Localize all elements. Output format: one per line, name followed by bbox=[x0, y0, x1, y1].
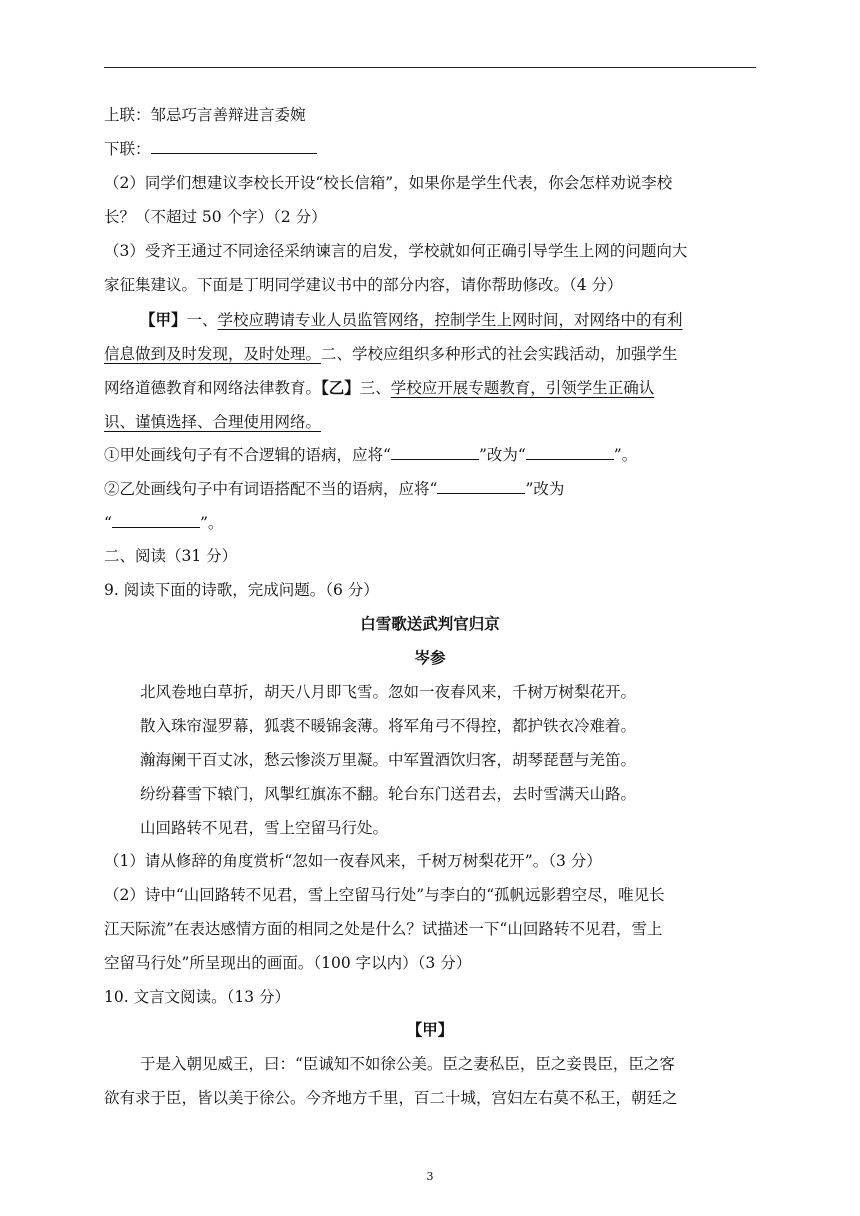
seg2-plain: 二、学校应组织多种形式的社会实践活动，加强学生 bbox=[321, 345, 678, 363]
subq1 bbox=[104, 444, 637, 466]
q10-para-line2: 欲有求于臣，皆以美于徐公。今齐地方千里，百二十城，宫妇左右莫不私王，朝廷之 bbox=[104, 1089, 678, 1107]
seg3-plain: 网络道德教育和网络法律教育。 bbox=[104, 379, 322, 397]
q10-heading: 10. 文言文阅读。（13 分） bbox=[104, 988, 290, 1006]
q8-2-line2: 长？（不超过 50 个字）（2 分） bbox=[104, 208, 327, 226]
poem-line-5: 山回路转不见君，雪上空留马行处。 bbox=[140, 819, 389, 837]
q8-2-line1: （2）同学们想建议李校长开设“校长信箱”，如果你是学生代表，你会怎样劝说李校 bbox=[104, 174, 673, 192]
q10-jia-title: 【甲】 bbox=[406, 1020, 454, 1039]
q9-sub1: （1）请从修辞的角度赏析“忽如一夜春风来，千树万树梨花开”。（3 分） bbox=[104, 852, 602, 870]
seg1-plain: 一、 bbox=[186, 311, 218, 329]
q8-3-line2: 家征集建议。下面是丁明同学建议书中的部分内容，请你帮助修改。（4 分） bbox=[104, 276, 623, 294]
section2-heading: 二、阅读（31 分） bbox=[104, 547, 238, 565]
couplet-lower bbox=[104, 138, 317, 160]
poem-author: 岑参 bbox=[414, 648, 446, 667]
seg4-underlined: 识、谨慎选择、合理使用网络。 bbox=[104, 413, 322, 431]
subq1-c: ”。 bbox=[613, 446, 638, 464]
subq1-blank-to[interactable] bbox=[526, 444, 614, 460]
lower-answer-blank[interactable] bbox=[151, 138, 317, 154]
header-rule bbox=[104, 67, 756, 68]
page-number: 3 bbox=[426, 1170, 434, 1183]
q9-sub2-line2: 江天际流”在表达感情方面的相同之处是什么？试描述一下“山回路转不见君，雪上 bbox=[104, 920, 663, 938]
poem-line-4: 纷纷暮雪下辕门，风掣红旗冻不翻。轮台东门送君去，去时雪满天山路。 bbox=[140, 785, 637, 803]
yi-tag: 【乙】 bbox=[321, 378, 360, 397]
upper-text: 邹忌巧言善辩进言委婉 bbox=[150, 106, 306, 124]
subq1-a: ①甲处画线句子有不合逻辑的语病，应将“ bbox=[104, 446, 391, 464]
seg3-plain2: 三、 bbox=[359, 379, 391, 397]
proposal-line2 bbox=[104, 343, 678, 365]
couplet-upper bbox=[104, 104, 306, 126]
subq2-a: ②乙处画线句子中有词语搭配不当的语病，应将“ bbox=[104, 480, 438, 498]
subq2-open: “ bbox=[104, 514, 112, 532]
q8-3-line1: （3）受齐王通过不同途径采纳谏言的启发，学校就如何正确引导学生上网的问题向大 bbox=[104, 242, 688, 260]
subq2-blank-to[interactable] bbox=[112, 512, 200, 528]
q10-para-line1: 于是入朝见威王，曰：“臣诚知不如徐公美。臣之妻私臣，臣之妾畏臣，臣之客 bbox=[140, 1055, 675, 1073]
seg1-underlined: 学校应聘请专业人员监管网络，控制学生上网时间，对网络中的有利 bbox=[217, 311, 683, 329]
subq1-b: ”改为“ bbox=[478, 446, 526, 464]
poem-title: 白雪歌送武判官归京 bbox=[360, 614, 500, 633]
proposal-line1 bbox=[140, 309, 683, 331]
proposal-line3 bbox=[104, 377, 654, 399]
subq2-blank-from[interactable] bbox=[437, 478, 525, 494]
poem-line-1: 北风卷地白草折，胡天八月即飞雪。忽如一夜春风来，千树万树梨花开。 bbox=[140, 683, 637, 701]
proposal-line4 bbox=[104, 411, 321, 433]
subq2-b: ”改为 bbox=[525, 480, 565, 498]
subq2-cont bbox=[104, 512, 223, 534]
subq2 bbox=[104, 478, 564, 500]
seg3-underlined: 学校应开展专题教育，引领学生正确认 bbox=[390, 379, 655, 397]
seg2-underlined: 信息做到及时发现，及时处理。 bbox=[104, 345, 322, 363]
subq2-close: ”。 bbox=[199, 514, 224, 532]
q9-sub2-line1: （2）诗中“山回路转不见君，雪上空留马行处”与李白的“孤帆远影碧空尽，唯见长 bbox=[104, 886, 665, 904]
upper-label: 上联： bbox=[104, 106, 151, 124]
q9-heading: 9. 阅读下面的诗歌，完成问题。（6 分） bbox=[104, 581, 379, 599]
poem-line-3: 瀚海阑干百丈冰，愁云惨淡万里凝。中军置酒饮归客，胡琴琵琶与羌笛。 bbox=[140, 751, 637, 769]
jia-tag: 【甲】 bbox=[140, 310, 187, 329]
subq1-blank-from[interactable] bbox=[391, 444, 479, 460]
poem-line-2: 散入珠帘湿罗幕，狐裘不暖锦衾薄。将军角弓不得控，都护铁衣冷难着。 bbox=[140, 717, 637, 735]
q9-sub2-line3: 空留马行处”所呈现出的画面。（100 字以内）（3 分） bbox=[104, 954, 472, 972]
lower-label: 下联： bbox=[104, 140, 151, 158]
